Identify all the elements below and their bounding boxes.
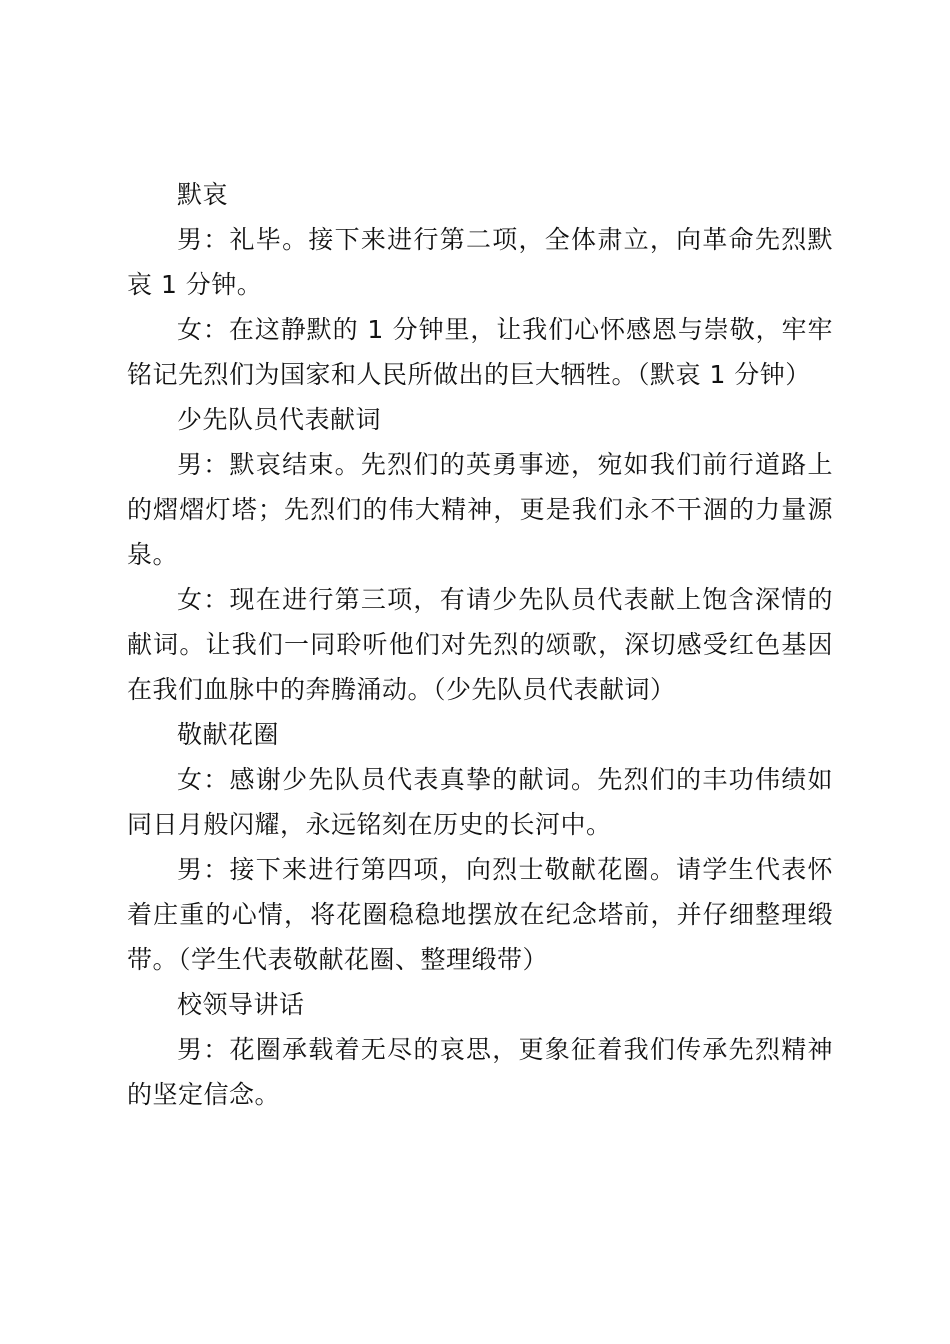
section-heading-wreath: 敬献花圈	[177, 720, 280, 749]
paragraph-female-tribute: 女：现在进行第三项，有请少先队员代表献上饱含深情的献词。让我们一同聆听他们对先烈的颂歌，深切感受红色基因在我们血脉中的奔腾涌动。（少先队员代表献词）	[127, 585, 833, 704]
section-heading-tribute-speech: 少先队员代表献词	[177, 405, 382, 434]
section-heading-leader-speech: 校领导讲话	[177, 990, 305, 1019]
document-body	[127, 172, 833, 1117]
paragraph-female-thanks: 女：感谢少先队员代表真挚的献词。先烈们的丰功伟绩如同日月般闪耀，永远铭刻在历史的长河中。	[127, 765, 833, 839]
paragraph-male-wreath: 男：接下来进行第四项，向烈士敬献花圈。请学生代表怀着庄重的心情，将花圈稳稳地摆放在纪念塔前，并仔细整理缎带。（学生代表敬献花圈、整理缎带）	[127, 855, 833, 974]
paragraph-male-wreath-meaning: 男：花圈承载着无尽的哀思，更象征着我们传承先烈精神的坚定信念。	[127, 1035, 833, 1109]
paragraph-male-silence-end: 男：默哀结束。先烈们的英勇事迹，宛如我们前行道路上的熠熠灯塔；先烈们的伟大精神，更是我们永不干涸的力量源泉。	[127, 450, 833, 569]
paragraph-male-silence: 男：礼毕。接下来进行第二项，全体肃立，向革命先烈默哀 1 分钟。	[127, 225, 833, 299]
paragraph-female-silence: 女：在这静默的 1 分钟里，让我们心怀感恩与崇敬，牢牢铭记先烈们为国家和人民所做出的巨大牺牲。（默哀 1 分钟）	[127, 315, 833, 389]
section-heading-silence: 默哀	[177, 180, 229, 209]
